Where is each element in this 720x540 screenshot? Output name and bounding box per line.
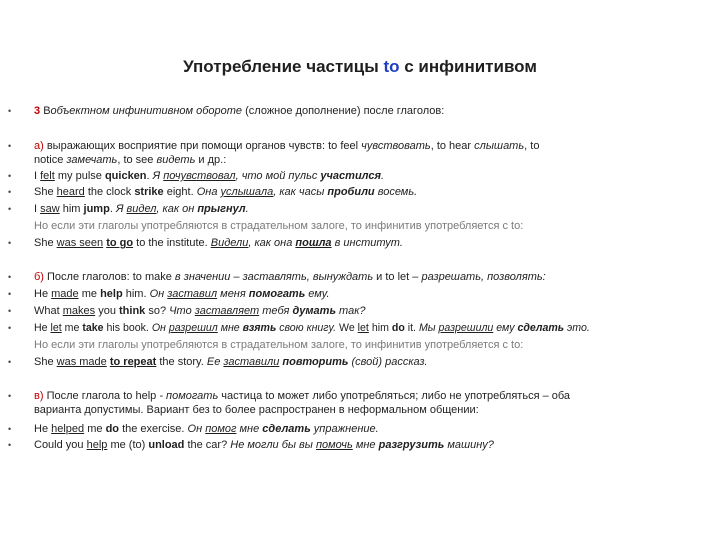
ru-bold: думать <box>292 305 336 317</box>
underlined-verb: saw <box>40 203 60 215</box>
text: . <box>146 170 153 182</box>
ru-text: меня <box>217 288 249 300</box>
text: him. <box>122 288 150 300</box>
section-1-heading <box>34 104 684 118</box>
example-row <box>34 304 684 318</box>
ru-text: Он <box>151 322 169 334</box>
ru-bold: пошла <box>295 237 332 249</box>
text: Could you <box>34 439 87 451</box>
bold-infinitive: do <box>391 322 405 334</box>
text: He <box>34 322 51 334</box>
ru-text: (свой) рассказ. <box>348 356 428 368</box>
example-row <box>34 422 684 436</box>
bold-infinitive: strike <box>134 186 164 198</box>
text: He <box>34 423 52 435</box>
en-term: to see <box>123 154 154 166</box>
bold-infinitive: think <box>119 305 146 317</box>
ru-underlined: услышала <box>220 186 274 198</box>
example-row <box>34 355 684 369</box>
underlined-verb: was made <box>56 356 107 368</box>
underlined-verb: makes <box>62 305 96 317</box>
text: it. <box>404 322 419 334</box>
text: so? <box>145 305 170 317</box>
example-row <box>34 321 684 335</box>
text: the clock <box>84 186 135 198</box>
bold-infinitive: do <box>105 423 120 435</box>
bullet: • <box>8 238 12 248</box>
section-label: б) <box>34 271 44 283</box>
ru-text: Что <box>169 305 195 317</box>
ru-underlined: Видели <box>210 237 249 249</box>
example-row <box>34 202 684 216</box>
example-row <box>34 236 684 250</box>
text: и др.: <box>195 154 227 166</box>
text: В <box>43 105 51 117</box>
title-accent: to <box>383 57 400 76</box>
text: частица <box>218 390 266 402</box>
ru-underlined: помочь <box>315 439 353 451</box>
ru-bold: прыгнул <box>197 203 246 215</box>
ru-text: машину? <box>444 439 494 451</box>
section-3-heading <box>34 270 684 284</box>
ru-translation: в значении – заставлять, вынуждать <box>171 271 374 283</box>
emphasis: объектном инфинитивном обороте <box>50 105 243 117</box>
ru-bold: сделать <box>262 423 311 435</box>
bold-infinitive: to go <box>106 237 134 249</box>
ru-text: , как она <box>248 237 296 249</box>
ru-text: . <box>245 203 249 215</box>
ru-underlined: почувствовал <box>163 170 236 182</box>
example-row <box>34 287 684 301</box>
ru-text: это. <box>564 322 590 334</box>
text: to the institute. <box>133 237 211 249</box>
ru-text: Он <box>187 423 206 435</box>
slide-title <box>0 57 720 77</box>
text: , <box>524 140 531 152</box>
bullet: • <box>8 424 12 434</box>
text: my pulse <box>54 170 105 182</box>
en-term: to <box>530 140 540 152</box>
ru-text: . <box>380 170 385 182</box>
ru-translation: слышать <box>471 140 525 152</box>
example-row <box>34 169 684 183</box>
text: What <box>34 305 63 317</box>
ru-text: восемь. <box>374 186 418 198</box>
ru-text: , что мой пульс <box>235 170 321 182</box>
ru-underlined: разрешил <box>168 322 218 334</box>
ru-underlined: заставляет <box>194 305 260 317</box>
bullet: • <box>8 440 12 450</box>
text: варианта допустимы. Вариант без to более распространен в неформальном общении: <box>34 404 479 416</box>
en-term: to help <box>123 390 157 402</box>
bold-infinitive: quicken <box>104 170 147 182</box>
ru-translation: - помогать <box>156 390 219 402</box>
ru-text: , как он <box>156 203 198 215</box>
ru-text: Она <box>196 186 221 198</box>
text: the exercise. <box>119 423 188 435</box>
en-term: to make <box>132 271 172 283</box>
ru-text: тебя <box>259 305 293 317</box>
text: She <box>34 237 57 249</box>
ru-underlined: видел <box>126 203 157 215</box>
text: После глагола <box>43 390 124 402</box>
passive-note: Но если эти глаголы употребляются в страдательном залоге, то инфинитив употребляется с to: <box>34 339 524 351</box>
en-term: to let <box>385 271 410 283</box>
ru-translation: – разрешать, позволять: <box>409 271 546 283</box>
section-label: в) <box>34 390 44 402</box>
text: , <box>430 140 437 152</box>
ru-bold: повторить <box>282 356 349 368</box>
ru-text: ему. <box>305 288 330 300</box>
ru-bold: сделать <box>517 322 565 334</box>
bullet: • <box>8 357 12 367</box>
ru-bold: помогать <box>248 288 306 300</box>
bullet: • <box>8 171 12 181</box>
ru-text: ему <box>493 322 518 334</box>
ru-translation: чувствовать <box>358 140 431 152</box>
ru-text: Я <box>115 203 127 215</box>
en-term: to hear <box>436 140 472 152</box>
text: me <box>61 322 83 334</box>
ru-text: Я <box>152 170 164 182</box>
bullet: • <box>8 204 12 214</box>
ru-text: мне <box>217 322 243 334</box>
text: him <box>59 203 84 215</box>
ru-text: Не могли бы вы <box>230 439 316 451</box>
ru-text: , как часы <box>273 186 328 198</box>
bullet: • <box>8 141 12 151</box>
text: и <box>373 271 386 283</box>
ru-underlined: разрешили <box>438 322 494 334</box>
text: She <box>34 356 57 368</box>
passive-note: Но если эти глаголы употребляются в страдательном залоге, то инфинитив употребляется с to: <box>34 220 524 232</box>
ru-translation: видеть <box>153 154 196 166</box>
underlined-verb: made <box>51 288 79 300</box>
section-number: 3 <box>34 105 41 117</box>
text: После глаголов: <box>43 271 133 283</box>
text: We <box>339 322 358 334</box>
title-text-end: с инфинитивом <box>399 57 537 76</box>
underlined-verb: let <box>357 322 369 334</box>
bullet: • <box>8 391 12 401</box>
ru-bold: разгрузить <box>378 439 445 451</box>
text: I <box>34 170 41 182</box>
bold-infinitive: help <box>100 288 123 300</box>
example-row <box>34 185 684 199</box>
ru-text: Ее <box>206 356 224 368</box>
text: me <box>78 288 101 300</box>
en-term: to <box>265 390 275 402</box>
bullet: • <box>8 106 12 116</box>
ru-underlined: заставили <box>223 356 280 368</box>
ru-underlined: помог <box>205 423 237 435</box>
text: me <box>84 423 106 435</box>
ru-text: упражнение. <box>310 423 379 435</box>
text: you <box>95 305 119 317</box>
ru-text: Он <box>149 288 168 300</box>
bold-infinitive: unload <box>148 439 185 451</box>
text: the car? <box>184 439 231 451</box>
text: me (to) <box>107 439 149 451</box>
text: He <box>34 288 52 300</box>
underlined-verb: helped <box>51 423 85 435</box>
ru-underlined: заставил <box>167 288 218 300</box>
en-term: notice <box>34 154 64 166</box>
section-label: а) <box>34 140 44 152</box>
bullet: • <box>8 306 12 316</box>
example-row <box>34 438 684 452</box>
text: eight. <box>163 186 197 198</box>
ru-text: так? <box>335 305 366 317</box>
text: , <box>117 154 124 166</box>
ru-bold: участился <box>320 170 381 182</box>
text: выражающих восприятие при помощи органов чувств: <box>43 140 329 152</box>
bullet: • <box>8 289 12 299</box>
ru-bold: пробили <box>327 186 375 198</box>
text: the story. <box>156 356 207 368</box>
text: him <box>368 322 392 334</box>
bold-infinitive: to repeat <box>109 356 157 368</box>
ru-text: свою книгу. <box>276 322 340 334</box>
en-term: to feel <box>328 140 359 152</box>
bold-infinitive: take <box>82 322 104 334</box>
bullet: • <box>8 323 12 333</box>
ru-text: мне <box>352 439 379 451</box>
bold-infinitive: jump <box>83 203 110 215</box>
text: She <box>34 186 57 198</box>
title-text: Употребление частицы <box>183 57 384 76</box>
underlined-verb: help <box>86 439 108 451</box>
underlined-verb: felt <box>40 170 55 182</box>
ru-bold: взять <box>242 322 277 334</box>
text: (сложное дополнение) после глаголов: <box>242 105 445 117</box>
text: может либо употребляться; либо не употребляться – оба <box>274 390 571 402</box>
ru-translation: замечать <box>63 154 118 166</box>
bullet: • <box>8 272 12 282</box>
ru-text: мне <box>236 423 263 435</box>
underlined-verb: heard <box>56 186 85 198</box>
text: his book. <box>103 322 152 334</box>
section-2-heading <box>34 139 684 167</box>
underlined-verb: let <box>50 322 62 334</box>
text: . <box>109 203 116 215</box>
ru-text: в институт. <box>331 237 403 249</box>
ru-text: Мы <box>418 322 439 334</box>
text: I <box>34 203 41 215</box>
section-4-heading <box>34 389 684 417</box>
underlined-verb: was seen <box>56 237 104 249</box>
bullet: • <box>8 187 12 197</box>
